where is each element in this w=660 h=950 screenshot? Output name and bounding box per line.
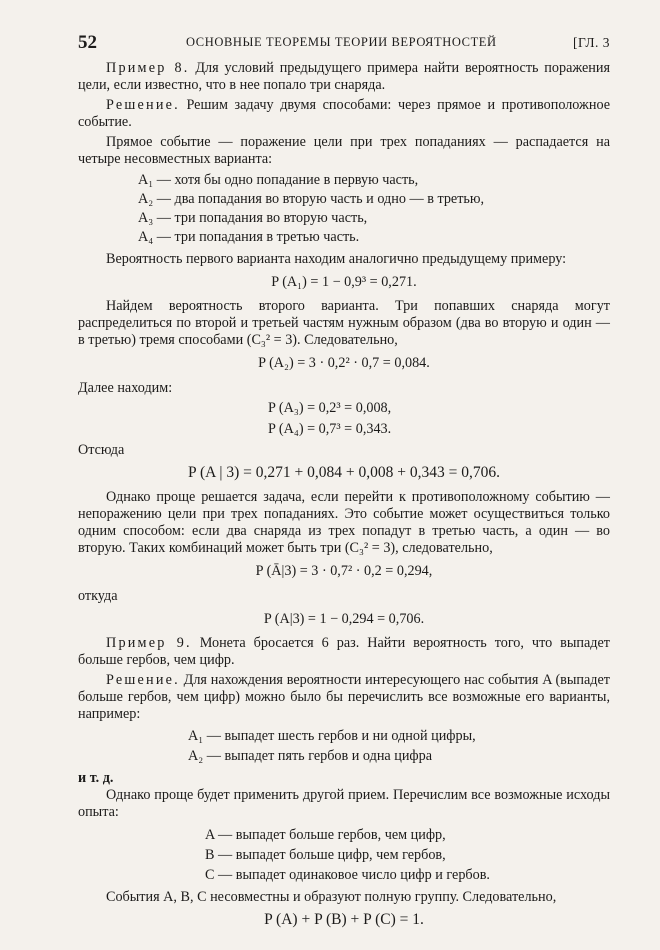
variant-item: A₃ — три попадания во вторую часть, bbox=[138, 210, 368, 226]
solution-text: Решим задачу двумя способами: через прямое и противоположное событие. bbox=[78, 97, 611, 130]
equation-p-a4: P (A₄) = 0,7³ = 0,343. bbox=[268, 421, 392, 437]
chapter-label: [ГЛ. 3 bbox=[573, 35, 610, 50]
page-header bbox=[78, 32, 610, 52]
outcome-item: A — выпадет больше гербов, чем цифр, bbox=[205, 827, 446, 843]
equation-p-a-given-3: P (A | 3) = 0,271 + 0,084 + 0,008 + 0,343 = 0,706. bbox=[188, 464, 500, 481]
outcome-item: B — выпадет больше цифр, чем гербов, bbox=[205, 847, 446, 863]
equation-p-a-result: P (A|3) = 1 − 0,294 = 0,706. bbox=[263, 611, 425, 627]
example-8-text: Для условий предыдущего примера найти вероятность поражения цели, если известно, что в нее попало три снаряда. bbox=[78, 60, 611, 93]
equation-p-a1: P (A₁) = 1 − 0,9³ = 0,271. bbox=[271, 274, 417, 290]
whence-label: откуда bbox=[78, 588, 118, 604]
further-label: Далее находим: bbox=[78, 380, 173, 396]
etc-label: и т. д. bbox=[78, 770, 114, 786]
variant-item: A₁ — хотя бы одно попадание в первую часть, bbox=[138, 172, 419, 188]
equation-p-a3: P (A₃) = 0,2³ = 0,008, bbox=[268, 400, 392, 416]
coin-variant-list bbox=[188, 726, 610, 766]
solution-label: Решение. bbox=[106, 672, 180, 688]
example-9-text: Монета бросается 6 раз. Найти вероятность того, что выпадет больше гербов, чем цифр. bbox=[78, 635, 611, 668]
outcome-list bbox=[205, 825, 610, 885]
page-number: 52 bbox=[78, 32, 97, 53]
solution-label: Решение. bbox=[106, 97, 180, 113]
variant-item: A₄ — три попадания в третью часть. bbox=[138, 229, 360, 245]
opposite-event-paragraph: Однако проще решается задача, если перейти к противоположному событию — непоражению цели при трех попаданиях. Это событие может осуществиться только одним способом: если два снаряда из трех попадут в третью часть, а один — во вторую. Таких комбинаций может быть три (C₃² = 3), следовательно, bbox=[78, 489, 610, 556]
hence-label: Отсюда bbox=[78, 442, 125, 458]
running-title: ОСНОВНЫЕ ТЕОРЕМЫ ТЕОРИИ ВЕРОЯТНОСТЕЙ bbox=[186, 35, 497, 49]
example-9-statement bbox=[78, 635, 610, 669]
example-9-solution bbox=[78, 672, 610, 723]
example-8-statement bbox=[78, 60, 610, 94]
events-paragraph: События A, B, C несовместны и образуют полную группу. Следовательно, bbox=[106, 889, 557, 905]
variant-item: A₁ — выпадет шесть гербов и ни одной цифры, bbox=[188, 728, 476, 744]
variant-item: A₂ — два попадания во вторую часть и одно — в третью, bbox=[138, 191, 485, 207]
equation-p-a2: P (A₂) = 3 · 0,2² · 0,7 = 0,084. bbox=[258, 355, 430, 371]
example-8-label: Пример 8. bbox=[106, 60, 190, 76]
example-9-label: Пример 9. bbox=[106, 635, 192, 651]
outcomes-paragraph: Однако проще будет применить другой прием. Перечислим все возможные исходы опыта: bbox=[78, 787, 610, 820]
equation-p-not-a: P (Ā|3) = 3 · 0,7² · 0,2 = 0,294, bbox=[255, 563, 433, 579]
equation-full-group: P (A) + P (B) + P (C) = 1. bbox=[264, 911, 424, 928]
outcome-item: C — выпадет одинаковое число цифр и гербов. bbox=[205, 867, 490, 883]
variant-list bbox=[138, 171, 610, 247]
variant-item: A₂ — выпадет пять гербов и одна цифра bbox=[188, 748, 433, 764]
example-8-solution bbox=[78, 97, 610, 131]
direct-event-paragraph: Прямое событие — поражение цели при трех попаданиях — распадается на четыре несовместных варианта: bbox=[78, 134, 610, 167]
second-variant-paragraph: Найдем вероятность второго варианта. Три попавших снаряда могут распределиться по второй и третьей частям нужным образом (два во вторую и один — в третью) тремя способами (C₃² = 3). Следовательно, bbox=[78, 298, 610, 348]
solution-text: Для нахождения вероятности интересующего нас события A (выпадет больше гербов, чем цифр) можно было бы перечислить все возможные его варианты, например: bbox=[78, 672, 610, 722]
page-body bbox=[78, 60, 610, 936]
first-variant-paragraph: Вероятность первого варианта находим аналогично предыдущему примеру: bbox=[106, 251, 567, 267]
